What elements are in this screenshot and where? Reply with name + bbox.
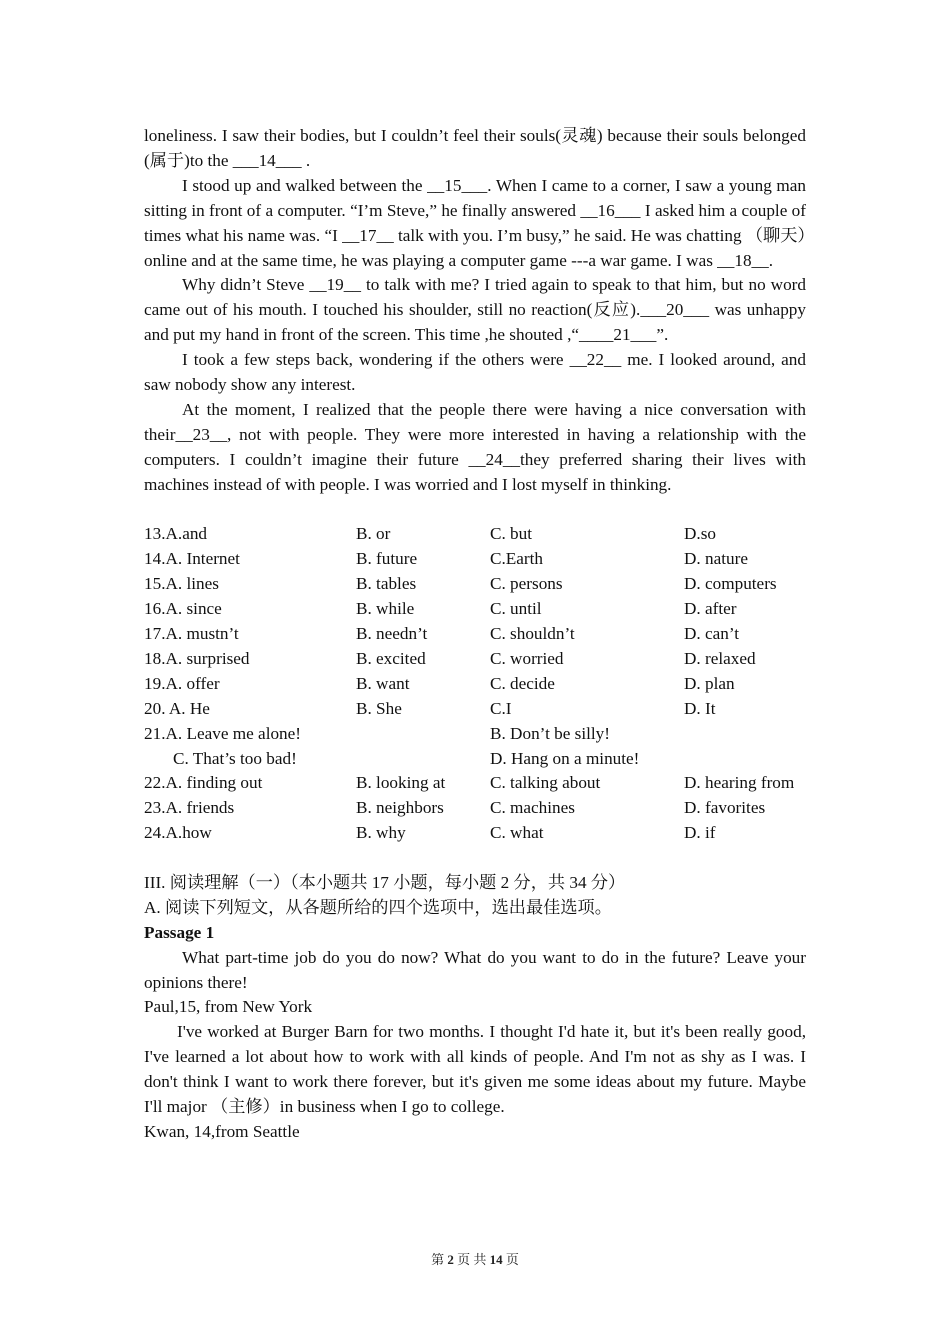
- option-a: 24.A.how: [144, 823, 212, 843]
- option-b: B. or: [356, 524, 391, 544]
- option-c: C. That’s too bad!: [173, 748, 297, 768]
- option-a: 22.A. finding out: [144, 773, 263, 793]
- option-b: B. Don’t be silly!: [490, 723, 610, 743]
- option-b: B. why: [356, 823, 406, 843]
- section-heading: III. 阅读理解（一）（本小题共 17 小题，每小题 2 分，共 34 分）: [144, 872, 626, 892]
- option-d: D.so: [684, 524, 716, 544]
- option-c: C. until: [490, 599, 542, 619]
- option-a: 13.A.and: [144, 524, 208, 544]
- option-row: [144, 672, 806, 697]
- option-row: [144, 722, 806, 747]
- option-row: [144, 647, 806, 672]
- page-content: [144, 124, 806, 1145]
- option-row: [144, 597, 806, 622]
- passage-paragraph: I've worked at Burger Barn for two months. I thought I'd hate it, but it's been really good, I've learned a lot about how to work with all kinds of people. And I'm not as shy as I was. I don't think I want to work there forever, but it's given me some ideas about my future. Maybe I'll major （主修）in business when I go to college.: [144, 1022, 806, 1117]
- option-row: [144, 547, 806, 572]
- footer-prefix: 第: [431, 1252, 445, 1267]
- option-c: C.I: [490, 698, 512, 718]
- option-row: [144, 771, 806, 796]
- option-b: B. want: [356, 673, 410, 693]
- option-a: 19.A. offer: [144, 673, 220, 693]
- section-instruction: A. 阅读下列短文，从各题所给的四个选项中，选出最佳选项。: [144, 897, 612, 917]
- option-d: D. if: [684, 823, 716, 843]
- option-row: [144, 821, 806, 846]
- option-b: B. future: [356, 549, 418, 569]
- option-a: 20. A. He: [144, 698, 210, 718]
- option-d: D. relaxed: [684, 648, 756, 668]
- reading-section: [144, 871, 806, 1145]
- passage-paragraph: At the moment, I realized that the people there were having a nice conversation with their__23__, not with people. They were more interested in having a relationship with the computers. I couldn’t imagine their future __24__they preferred sharing their lives with machines instead of with people. I was worried and I lost myself in thinking.: [144, 399, 806, 494]
- option-b: B. neighbors: [356, 798, 444, 818]
- author-line: Paul,15, from New York: [144, 997, 313, 1017]
- option-row: [144, 697, 806, 722]
- passage-title: Passage 1: [144, 922, 215, 942]
- option-row: [144, 747, 806, 772]
- option-d: D. Hang on a minute!: [490, 748, 640, 768]
- option-row: [144, 622, 806, 647]
- passage-paragraph: I took a few steps back, wondering if the others were __22__ me. I looked around, and saw nobody show any interest.: [144, 350, 806, 395]
- author-line: Kwan, 14,from Seattle: [144, 1122, 300, 1142]
- option-c: C. decide: [490, 673, 555, 693]
- option-c: C. what: [490, 823, 544, 843]
- option-d: D. can’t: [684, 624, 740, 644]
- option-d: D. hearing from: [684, 773, 795, 793]
- footer-suffix: 页: [505, 1252, 519, 1267]
- option-b: B. needn’t: [356, 624, 428, 644]
- footer-middle: 页 共: [457, 1252, 487, 1267]
- passage-paragraph: Why didn’t Steve __19__ to talk with me? I tried again to speak to that him, but no word came out of his mouth. I touched his shoulder, still no reaction(反应).___20___ was unhappy and put my hand in front of the screen. This time ,he shouted ,“____21___”.: [144, 275, 806, 345]
- passage-paragraph: I stood up and walked between the __15___. When I came to a corner, I saw a young man sitting in front of a computer. “I’m Steve,” he finally answered __16___ I asked him a couple of times what his name was. “I __17__ talk with you. I’m busy,” he said. He was chatting （聊天）online and at the same time, he was playing a computer game ---a war game. I was __18__.: [144, 175, 806, 270]
- option-row: [144, 522, 806, 547]
- option-d: D. computers: [684, 574, 777, 594]
- option-b: B. while: [356, 599, 415, 619]
- option-row: [144, 572, 806, 597]
- option-b: B. excited: [356, 648, 426, 668]
- option-a: 16.A. since: [144, 599, 222, 619]
- footer-page-number: 2: [447, 1252, 454, 1267]
- footer-total-pages: 14: [489, 1252, 503, 1267]
- passage-paragraph: loneliness. I saw their bodies, but I couldn’t feel their souls(灵魂) because their souls belonged (属于)to the ___14___ .: [144, 126, 806, 170]
- option-b: B. looking at: [356, 773, 446, 793]
- option-a: 23.A. friends: [144, 798, 235, 818]
- option-c: C. shouldn’t: [490, 624, 575, 644]
- option-d: D. plan: [684, 673, 735, 693]
- option-c: C.Earth: [490, 549, 543, 569]
- option-c: C. talking about: [490, 773, 601, 793]
- option-a: 14.A. Internet: [144, 549, 240, 569]
- option-d: D. favorites: [684, 798, 766, 818]
- option-d: D. after: [684, 599, 737, 619]
- option-c: C. machines: [490, 798, 575, 818]
- option-a: 18.A. surprised: [144, 648, 250, 668]
- option-a: 21.A. Leave me alone!: [144, 723, 302, 743]
- option-row: [144, 796, 806, 821]
- options-list: [144, 522, 806, 846]
- option-b: B. tables: [356, 574, 417, 594]
- option-d: D. nature: [684, 549, 748, 569]
- option-c: C. worried: [490, 648, 564, 668]
- page-footer: [0, 1249, 950, 1268]
- option-b: B. She: [356, 698, 402, 718]
- option-c: C. but: [490, 524, 533, 544]
- option-a: 15.A. lines: [144, 574, 219, 594]
- option-d: D. It: [684, 698, 716, 718]
- option-a: 17.A. mustn’t: [144, 624, 239, 644]
- passage-intro: What part-time job do you do now? What do you want to do in the future? Leave your opinions there!: [144, 947, 806, 992]
- option-c: C. persons: [490, 574, 563, 594]
